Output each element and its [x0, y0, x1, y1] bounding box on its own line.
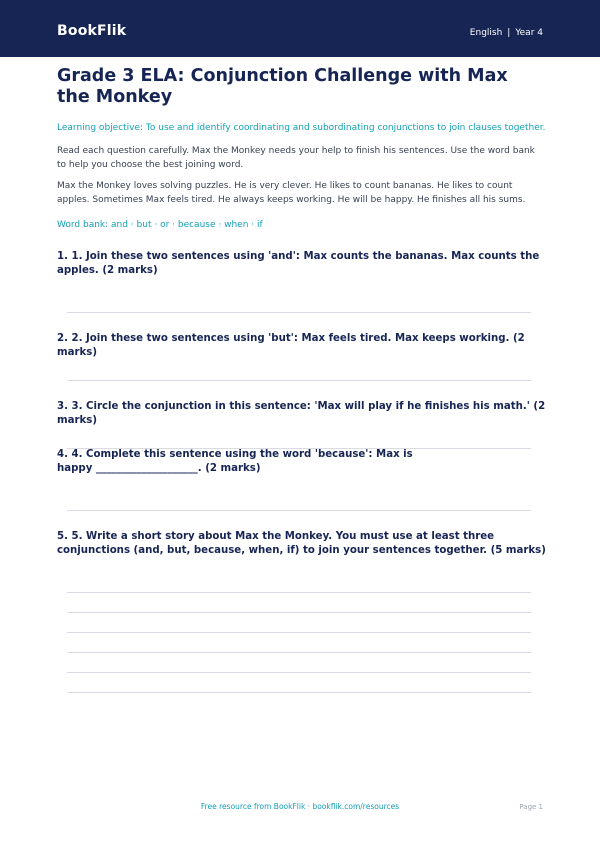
- word-bank: Word bank: and · but · or · because · when · if: [57, 220, 263, 230]
- year-label: Year 4: [515, 28, 543, 38]
- page-number: Page 1: [519, 803, 543, 811]
- subject-year-label: [470, 28, 543, 38]
- header-bar: [0, 0, 600, 57]
- divider: |: [507, 28, 511, 38]
- answer-line[interactable]: [67, 652, 531, 653]
- answer-line[interactable]: [67, 632, 531, 633]
- question-5: 5. 5. Write a short story about Max the Monkey. You must use at least three conjunctions (and, but, because, when, if) to join your sentences together. (5 marks): [57, 531, 546, 556]
- answer-line[interactable]: [67, 312, 531, 313]
- question-1: 1. 1. Join these two sentences using 'and': Max counts the bananas. Max counts the apples. (2 marks): [57, 251, 540, 276]
- answer-line[interactable]: [67, 672, 531, 673]
- story-paragraph: Max the Monkey loves solving puzzles. He is very clever. He likes to count bananas. He likes to count apples. Sometimes Max feels tired. He always keeps working. He will be happy. He finishes all his sums.: [57, 181, 526, 205]
- question-4: 4. 4. Complete this sentence using the word 'because': Max is happy ____________________. (2 marks): [57, 449, 413, 474]
- answer-line[interactable]: [67, 510, 531, 511]
- instructions: Read each question carefully. Max the Monkey needs your help to finish his sentences. Use the word bank to help you choose the best joining word.: [57, 146, 535, 170]
- question-2: 2. 2. Join these two sentences using 'but': Max feels tired. Max keeps working. (2 marks): [57, 333, 525, 358]
- footer-credit: Free resource from BookFlik · bookflik.com/resources: [200, 802, 400, 811]
- answer-line[interactable]: [67, 592, 531, 593]
- brand-logo: BookFlik: [57, 23, 127, 39]
- worksheet-title: Grade 3 ELA: Conjunction Challenge with Max the Monkey: [57, 66, 508, 107]
- learning-objective: Learning objective: To use and identify coordinating and subordinating conjunctions to join clauses together.: [57, 123, 546, 133]
- answer-line[interactable]: [67, 612, 531, 613]
- subject-label: English: [469, 28, 503, 38]
- question-3: 3. 3. Circle the conjunction in this sentence: 'Max will play if he finishes his math.' (2 marks): [57, 401, 546, 426]
- answer-line[interactable]: [67, 380, 531, 381]
- answer-line[interactable]: [67, 692, 531, 693]
